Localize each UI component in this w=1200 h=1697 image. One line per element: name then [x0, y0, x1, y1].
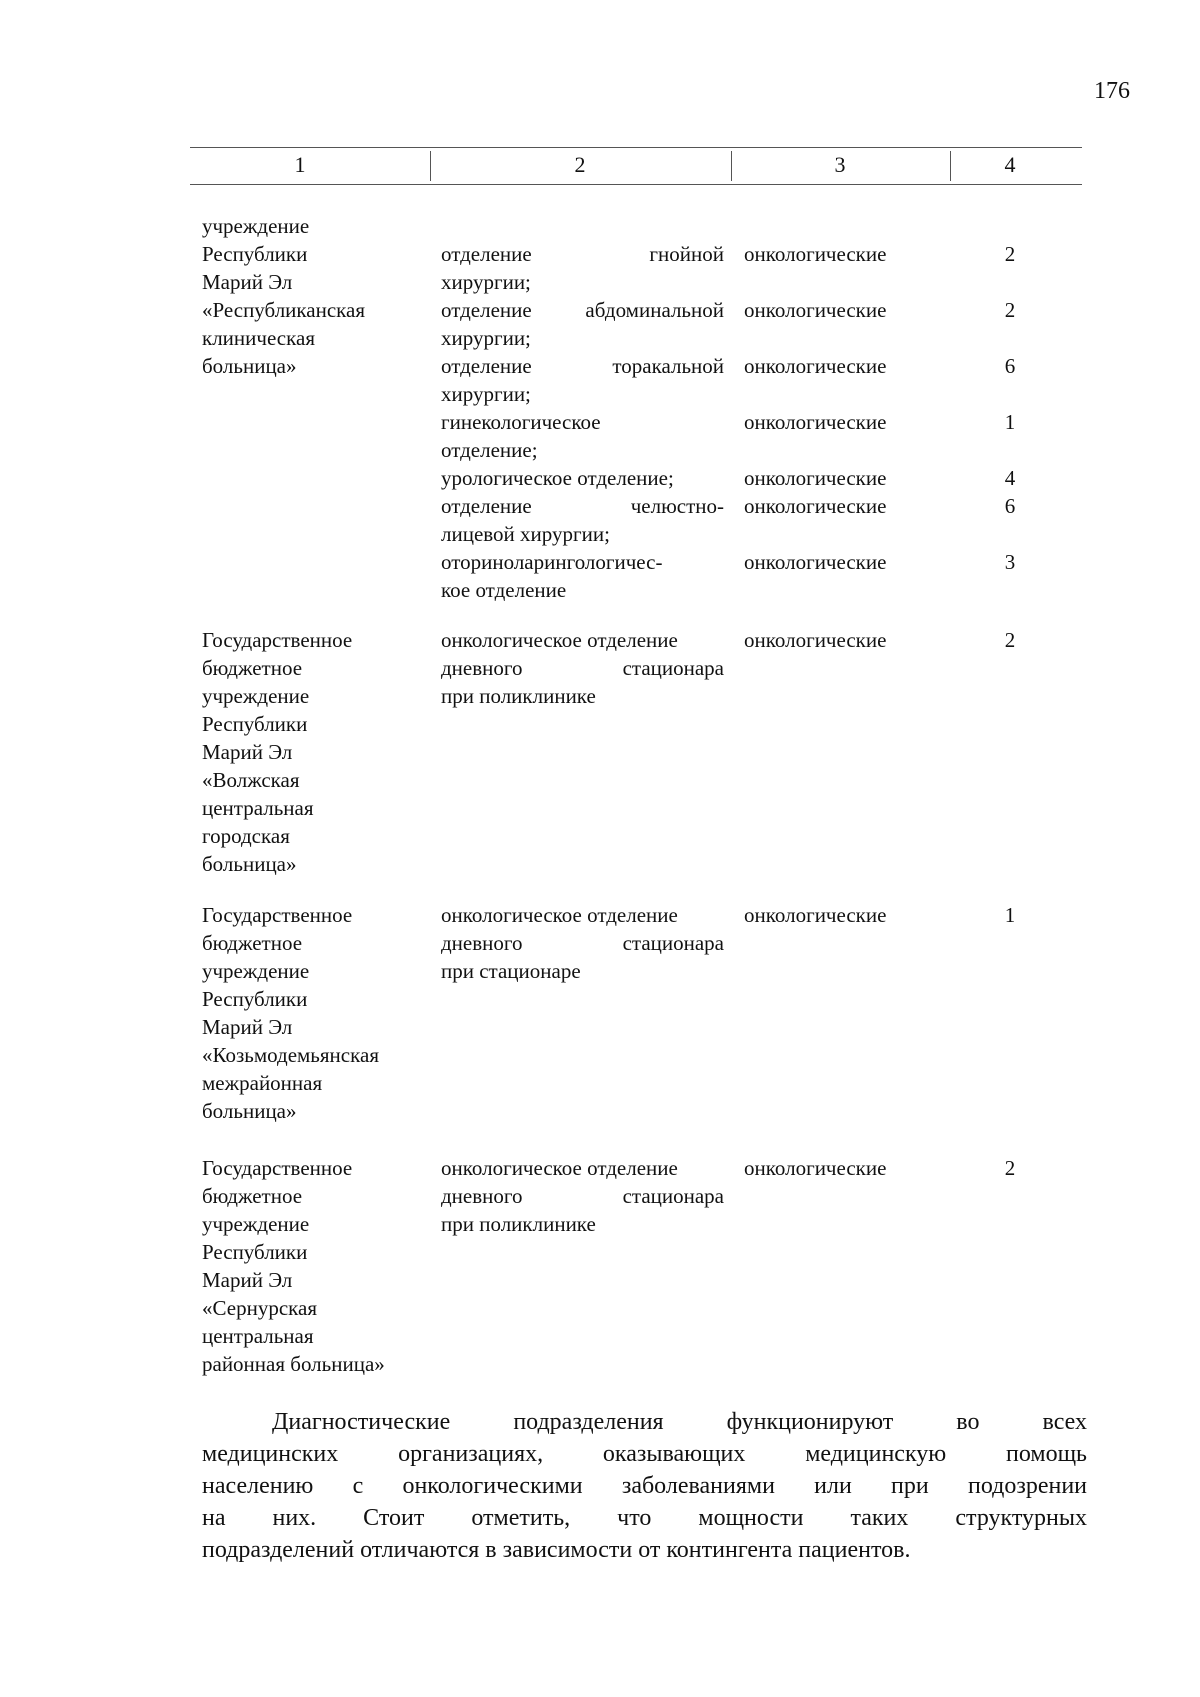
text-line: при поликлинике: [441, 684, 596, 708]
department-name: [441, 352, 724, 408]
department-profile: онкологические: [744, 466, 887, 490]
department-profile: онкологические: [744, 494, 887, 518]
text-line: дневного стационара: [441, 931, 724, 955]
text-line: онкологическое отделение: [441, 1156, 678, 1180]
text-line: Марий Эл: [202, 1268, 293, 1292]
department-profile: онкологические: [744, 1156, 887, 1180]
text-line: городская: [202, 824, 290, 848]
department-profile: онкологические: [744, 298, 887, 322]
department-beds: 2: [1004, 242, 1016, 266]
department-profile: онкологические: [744, 550, 887, 574]
department-name: [441, 408, 724, 464]
department-beds: 1: [1004, 410, 1016, 434]
page-number: 176: [1094, 78, 1130, 104]
text-line: дневного стационара: [441, 1184, 724, 1208]
department-name: [441, 492, 724, 548]
text-line: при поликлинике: [441, 1212, 596, 1236]
text-line: бюджетное: [202, 931, 303, 955]
text-line: медицинских организациях, оказывающих медицинскую помощь: [202, 1441, 1087, 1467]
text-line: Республики: [202, 987, 308, 1011]
text-line: отделение торакальной: [441, 354, 724, 378]
text-line: «Республиканская: [202, 298, 366, 322]
text-line: «Сернурская: [202, 1296, 318, 1320]
table-header: [190, 147, 1082, 185]
department-profile: онкологические: [744, 410, 887, 434]
text-line: отделение челюстно-: [441, 494, 724, 518]
text-line: Марий Эл: [202, 740, 293, 764]
text-line: Государственное: [202, 1156, 353, 1180]
text-line: онкологическое отделение: [441, 903, 678, 927]
department-name: [441, 626, 724, 710]
department-beds: 3: [1004, 550, 1016, 574]
text-line: дневного стационара: [441, 656, 724, 680]
department-name: [441, 464, 724, 492]
text-line: бюджетное: [202, 656, 303, 680]
department-beds: 6: [1004, 354, 1016, 378]
text-line: хирургии;: [441, 382, 531, 406]
department-profile: онкологические: [744, 628, 887, 652]
text-line: хирургии;: [441, 270, 531, 294]
department-beds: 2: [1004, 298, 1016, 322]
text-line: кое отделение: [441, 578, 567, 602]
institution-name: [202, 626, 432, 878]
text-line: районная больница»: [202, 1352, 385, 1376]
department-profile: онкологические: [744, 354, 887, 378]
department-beds: 4: [1004, 466, 1016, 490]
text-line: хирургии;: [441, 326, 531, 350]
text-line: «Козьмодемьянская: [202, 1043, 379, 1067]
text-line: учреждение: [202, 1212, 310, 1236]
text-line: гинекологическое: [441, 410, 601, 434]
text-line: отделение;: [441, 438, 538, 462]
institution-name: [202, 901, 432, 1125]
text-line: учреждение: [202, 959, 310, 983]
text-line: урологическое отделение;: [441, 466, 674, 490]
department-profile: онкологические: [744, 242, 887, 266]
text-line: учреждение: [202, 214, 310, 238]
text-line: Марий Эл: [202, 1015, 293, 1039]
department-beds: 6: [1004, 494, 1016, 518]
text-line: Республики: [202, 1240, 308, 1264]
text-line: лицевой хирургии;: [441, 522, 610, 546]
text-line: оториноларингологичес-: [441, 550, 663, 574]
body-paragraph: [202, 1406, 1087, 1566]
text-line: Республики: [202, 712, 308, 736]
header-col-3: 3: [834, 152, 846, 177]
text-line: учреждение: [202, 684, 310, 708]
department-beds: 2: [1004, 628, 1016, 652]
header-col-2: 2: [574, 152, 586, 177]
text-line: отделение абдоминальной: [441, 298, 724, 322]
header-col-4: 4: [1004, 152, 1016, 177]
text-line: больница»: [202, 852, 297, 876]
text-line: бюджетное: [202, 1184, 303, 1208]
department-name: [441, 240, 724, 296]
institution-name: [202, 212, 432, 380]
text-line: отделение гнойной: [441, 242, 724, 266]
text-line: Республики: [202, 242, 308, 266]
department-name: [441, 296, 724, 352]
text-line: центральная: [202, 796, 314, 820]
text-line: Диагностические подразделения функционируют во всех: [272, 1409, 1087, 1435]
text-line: больница»: [202, 1099, 297, 1123]
text-line: Марий Эл: [202, 270, 293, 294]
department-profile: онкологические: [744, 903, 887, 927]
text-line: при стационаре: [441, 959, 581, 983]
department-beds: 2: [1004, 1156, 1016, 1180]
text-line: на них. Стоит отметить, что мощности таких структурных: [202, 1505, 1087, 1531]
text-line: клиническая: [202, 326, 315, 350]
text-line: центральная: [202, 1324, 314, 1348]
text-line: «Волжская: [202, 768, 300, 792]
text-line: Государственное: [202, 628, 353, 652]
institution-name: [202, 1154, 432, 1378]
header-col-1: 1: [294, 152, 306, 177]
department-name: [441, 1154, 724, 1238]
text-line: межрайонная: [202, 1071, 323, 1095]
department-name: [441, 548, 724, 604]
text-line: подразделений отличаются в зависимости от контингента пациентов.: [202, 1537, 911, 1563]
text-line: больница»: [202, 354, 297, 378]
text-line: онкологическое отделение: [441, 628, 678, 652]
department-beds: 1: [1004, 903, 1016, 927]
department-name: [441, 901, 724, 985]
text-line: Государственное: [202, 903, 353, 927]
text-line: населению с онкологическими заболеваниями или при подозрении: [202, 1473, 1087, 1499]
